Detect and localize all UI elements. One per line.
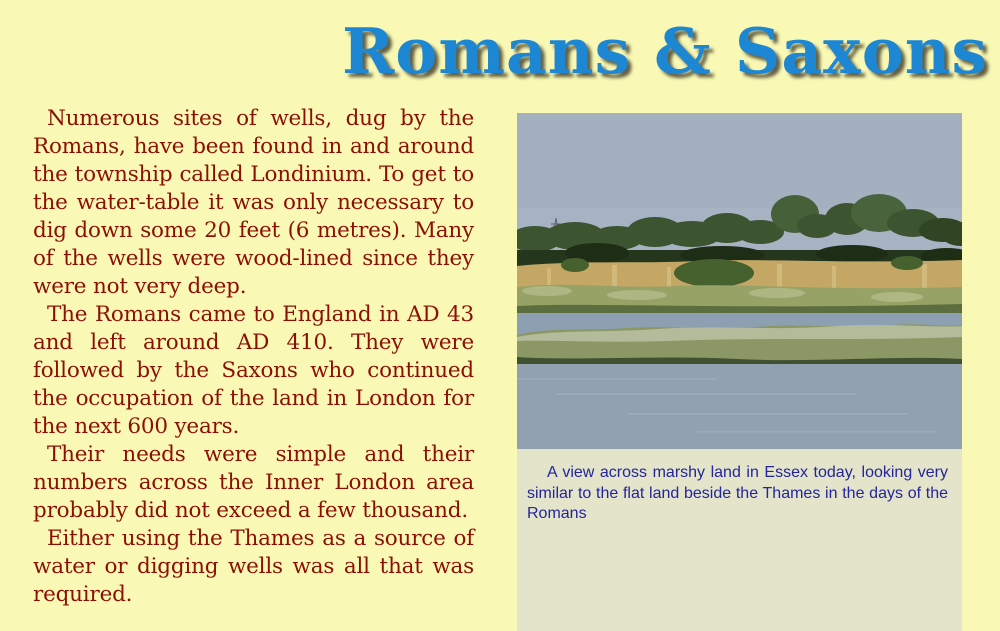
paragraph-thames: Either using the Thames as a source of water or digging wells was all that was required. bbox=[33, 526, 474, 607]
paragraph-needs: Their needs were simple and their numbers across the Inner London area probably did not exceed a few thousand. bbox=[33, 442, 474, 523]
marsh-photo bbox=[517, 113, 962, 449]
paragraph-romans-dates: The Romans came to England in AD 43 and left around AD 410. They were followed by the Saxons who continued the occupation of the land in London for the next 600 years. bbox=[33, 302, 474, 439]
photo-caption: A view across marshy land in Essex today, looking very similar to the flat land beside the Thames in the days of the Romans bbox=[527, 464, 948, 522]
figure-panel bbox=[517, 113, 962, 631]
page-title: Romans & Saxons bbox=[341, 14, 988, 88]
foreground-water-layer bbox=[517, 364, 962, 449]
paragraph-wells: Numerous sites of wells, dug by the Romans, have been found in and around the township called Londinium. To get to the water-table it was only necessary to dig down some 20 feet (6 metres). Many of the wells were wood-lined since they were not very deep. bbox=[33, 106, 474, 299]
article-text bbox=[33, 105, 474, 609]
